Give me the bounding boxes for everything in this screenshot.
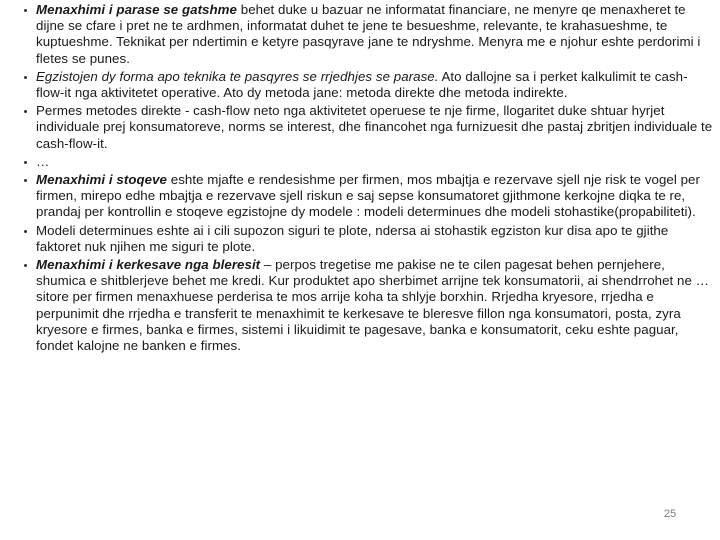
bullet-item-1 [24,2,714,67]
bullet-text: behet duke u bazuar ne informatat financiare, ne menyre qe menaxheret te dijne se cfare i pret ne te ardhmen, informatat duhet te jene te besueshme, relevante, te krahasueshme, te kuptueshme. Teknikat per ndertimin e ketyre pasqyrave jane te ndryshme. Menyra me e njohur eshte perdorimi i fletes se punes. [36,2,701,66]
bullet-item-7 [24,257,714,354]
bullet-list [24,2,714,356]
bullet-dot-icon [24,264,27,267]
bullet-dot-icon [24,110,27,113]
bullet-text: … [36,153,50,169]
bullet-dot-icon [24,230,27,233]
bullet-dot-icon [24,76,27,79]
bullet-text: eshte mjafte e rendesishme per firmen, mos mbajtja e rezervave sjell nje risk te vogel per firmen, mirepo edhe mbajtja e rezervave sjell riskun e saj sepse konsumatoret gjithmone kerkojne diqka te re, prandaj per kontrollin e stoqeve egzistojne dy modele : modeli determinues dhe modeli stohastike(propabiliteti). [36,172,700,220]
bullet-item-2 [24,69,714,101]
bullet-dot-icon [24,161,27,164]
bullet-lead: Menaxhimi i parase se gatshme [36,2,237,17]
bullet-lead: Menaxhimi i stoqeve [36,172,168,188]
bullet-lead: Menaxhimi i kerkesave nga bleresit [36,257,261,273]
bullet-lead: Egzistojen dy forma apo teknika te pasqyres se rrjedhjes se parase. [36,68,439,84]
bullet-item-4 [24,154,714,170]
bullet-item-6 [24,223,714,255]
bullet-text: Modeli determinues eshte ai i cili supozon siguri te plote, ndersa ai stohastik egziston kur disa apo te gjithe faktoret nuk njihen me siguri te plote. [36,222,669,254]
bullet-text: – perpos tregetise me pakise ne te cilen pagesat behen pernjehere, shumica e shitblerjeve behet me kredi. Kur produktet apo sherbimet arrijne tek konsumatorii, ai shendrrohet ne … sitore per firmen menaxhuese perderisa te mos arrije koha ta shlyje borxhin. Rrjedha kryesore, rrjedha e perpunimit dhe rrjedha e transferit te menaxhimit te kerkesave te bleresve fillon nga konsumatori, posta, zyra kryesore e firmes, banka e firmes, sistemi i likuidimit te pagesave, banka e konsumatorit, ceku eshte paguar, fondet kalojne ne banken e firmes. [36,257,709,354]
bullet-dot-icon [24,179,27,182]
page-number: 25 [663,508,677,520]
bullet-dot-icon [24,9,27,12]
bullet-text: Permes metodes direkte - cash-flow neto nga aktivitetet operuese te nje firme, llogaritet duke shtuar hyrjet individuale prej konsumatoreve, norms se interest, dhe financohet nga furnizuesit dhe pastaj zbritjen individuale te cash-flow-it. [36,103,713,151]
bullet-text: Ato dallojne sa i perket kalkulimit te cash-flow-it nga aktivitetet operative. Ato dy metoda jane: metoda direkte dhe metoda indirekte. [36,68,688,101]
bullet-item-5 [24,172,714,221]
bullet-item-3 [24,103,714,152]
